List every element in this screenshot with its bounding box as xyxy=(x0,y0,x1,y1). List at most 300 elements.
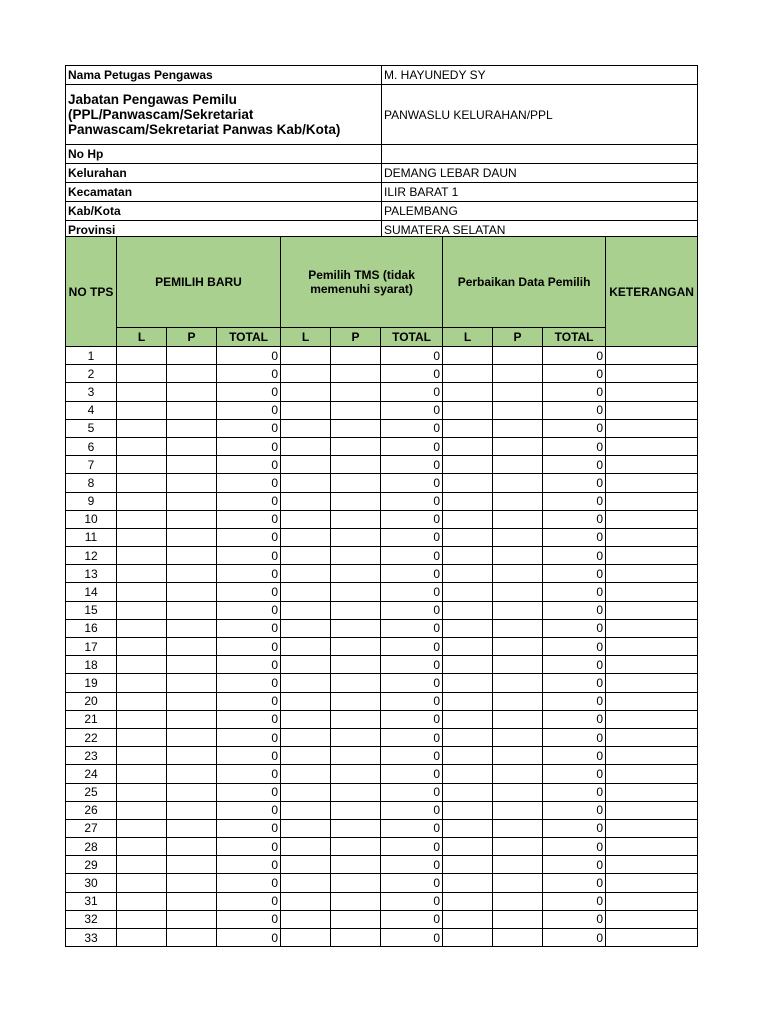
tms-p-cell[interactable] xyxy=(331,710,381,728)
tms-p-cell[interactable] xyxy=(331,419,381,437)
tms-l-cell[interactable] xyxy=(281,929,331,947)
perbaikan-l-cell[interactable] xyxy=(443,892,493,910)
provinsi-label: Provinsi xyxy=(66,221,382,240)
tms-l-cell[interactable] xyxy=(281,801,331,819)
jabatan-label: Jabatan Pengawas Pemilu (PPL/Panwascam/Sekretariat Panwascam/Sekretariat Panwas Kab/Kota) xyxy=(66,85,382,145)
pemilih-baru-p-cell[interactable] xyxy=(167,419,217,437)
pemilih-baru-l-cell[interactable] xyxy=(117,565,167,583)
perbaikan-l-cell[interactable] xyxy=(443,783,493,801)
perbaikan-total-cell: 0 xyxy=(543,874,606,892)
pemilih-baru-l-cell[interactable] xyxy=(117,437,167,455)
perbaikan-l-cell[interactable] xyxy=(443,383,493,401)
provinsi-value[interactable]: SUMATERA SELATAN xyxy=(382,221,698,240)
keterangan-cell[interactable] xyxy=(606,347,698,365)
tms-p-cell[interactable] xyxy=(331,474,381,492)
tms-p-cell[interactable] xyxy=(331,674,381,692)
perbaikan-l-cell[interactable] xyxy=(443,492,493,510)
pemilih-baru-total-cell: 0 xyxy=(217,492,281,510)
perbaikan-l-cell[interactable] xyxy=(443,456,493,474)
tms-p-cell[interactable] xyxy=(331,456,381,474)
pemilih-baru-total-cell: 0 xyxy=(217,819,281,837)
keterangan-cell[interactable] xyxy=(606,419,698,437)
perbaikan-p-cell[interactable] xyxy=(493,747,543,765)
perbaikan-l-cell[interactable] xyxy=(443,819,493,837)
perbaikan-l-cell[interactable] xyxy=(443,528,493,546)
pemilih-baru-p-cell[interactable] xyxy=(167,874,217,892)
tms-p-cell[interactable] xyxy=(331,528,381,546)
pemilih-baru-total-cell: 0 xyxy=(217,892,281,910)
keterangan-cell[interactable] xyxy=(606,910,698,928)
perbaikan-p-cell[interactable] xyxy=(493,910,543,928)
perbaikan-p-cell[interactable] xyxy=(493,456,543,474)
perbaikan-total-cell: 0 xyxy=(543,692,606,710)
perbaikan-total-cell: 0 xyxy=(543,728,606,746)
pemilih-baru-l-cell[interactable] xyxy=(117,638,167,656)
perbaikan-p-cell[interactable] xyxy=(493,601,543,619)
perbaikan-p-cell[interactable] xyxy=(493,692,543,710)
tms-l-cell[interactable] xyxy=(281,456,331,474)
tms-p-cell[interactable] xyxy=(331,819,381,837)
tms-l-cell[interactable] xyxy=(281,419,331,437)
tms-l-cell[interactable] xyxy=(281,383,331,401)
tms-l-cell[interactable] xyxy=(281,547,331,565)
keterangan-cell[interactable] xyxy=(606,547,698,565)
pemilih-baru-l-cell[interactable] xyxy=(117,474,167,492)
kecamatan-value[interactable]: ILIR BARAT 1 xyxy=(382,183,698,202)
keterangan-cell[interactable] xyxy=(606,856,698,874)
perbaikan-l-cell[interactable] xyxy=(443,347,493,365)
keterangan-cell[interactable] xyxy=(606,456,698,474)
perbaikan-l-cell[interactable] xyxy=(443,728,493,746)
perbaikan-p-cell[interactable] xyxy=(493,510,543,528)
tms-p-cell[interactable] xyxy=(331,510,381,528)
table-row xyxy=(66,510,698,528)
keterangan-cell[interactable] xyxy=(606,874,698,892)
tms-l-cell[interactable] xyxy=(281,474,331,492)
tms-l-cell[interactable] xyxy=(281,656,331,674)
perbaikan-l-cell[interactable] xyxy=(443,747,493,765)
tms-p-cell[interactable] xyxy=(331,929,381,947)
pemilih-baru-total-cell: 0 xyxy=(217,929,281,947)
tms-l-cell[interactable] xyxy=(281,437,331,455)
perbaikan-p-cell[interactable] xyxy=(493,674,543,692)
perbaikan-l-cell[interactable] xyxy=(443,619,493,637)
table-row xyxy=(66,747,698,765)
tms-l-cell[interactable] xyxy=(281,528,331,546)
pemilih-baru-p-cell[interactable] xyxy=(167,383,217,401)
pemilih-baru-l-cell[interactable] xyxy=(117,583,167,601)
table-row xyxy=(66,783,698,801)
perbaikan-l-cell[interactable] xyxy=(443,765,493,783)
subheader-l: L xyxy=(281,328,331,347)
perbaikan-total-cell: 0 xyxy=(543,383,606,401)
pemilih-baru-l-cell[interactable] xyxy=(117,365,167,383)
tms-p-cell[interactable] xyxy=(331,347,381,365)
perbaikan-p-cell[interactable] xyxy=(493,856,543,874)
tms-l-cell[interactable] xyxy=(281,492,331,510)
tms-p-cell[interactable] xyxy=(331,492,381,510)
perbaikan-l-cell[interactable] xyxy=(443,929,493,947)
tms-l-cell[interactable] xyxy=(281,710,331,728)
tms-l-cell[interactable] xyxy=(281,583,331,601)
perbaikan-l-cell[interactable] xyxy=(443,801,493,819)
perbaikan-p-cell[interactable] xyxy=(493,437,543,455)
pemilih-baru-total-cell: 0 xyxy=(217,437,281,455)
tms-l-cell[interactable] xyxy=(281,819,331,837)
keterangan-cell[interactable] xyxy=(606,674,698,692)
tms-l-cell[interactable] xyxy=(281,892,331,910)
kabkota-value[interactable]: PALEMBANG xyxy=(382,202,698,221)
pemilih-baru-l-cell[interactable] xyxy=(117,347,167,365)
perbaikan-l-cell[interactable] xyxy=(443,583,493,601)
pemilih-baru-l-cell[interactable] xyxy=(117,656,167,674)
pemilih-baru-p-cell[interactable] xyxy=(167,892,217,910)
tps-number-cell: 32 xyxy=(66,910,117,928)
tms-p-cell[interactable] xyxy=(331,619,381,637)
pemilih-baru-l-cell[interactable] xyxy=(117,401,167,419)
tms-l-cell[interactable] xyxy=(281,365,331,383)
perbaikan-total-cell: 0 xyxy=(543,710,606,728)
perbaikan-p-cell[interactable] xyxy=(493,383,543,401)
pemilih-baru-p-cell[interactable] xyxy=(167,747,217,765)
tms-p-cell[interactable] xyxy=(331,728,381,746)
perbaikan-p-cell[interactable] xyxy=(493,619,543,637)
tms-total-cell: 0 xyxy=(381,401,443,419)
pemilih-baru-l-cell[interactable] xyxy=(117,492,167,510)
table-row xyxy=(66,856,698,874)
perbaikan-l-cell[interactable] xyxy=(443,638,493,656)
pemilih-baru-l-cell[interactable] xyxy=(117,419,167,437)
keterangan-cell[interactable] xyxy=(606,401,698,419)
pemilih-baru-p-cell[interactable] xyxy=(167,638,217,656)
tms-p-cell[interactable] xyxy=(331,856,381,874)
tps-number-cell: 28 xyxy=(66,838,117,856)
keterangan-cell[interactable] xyxy=(606,710,698,728)
keterangan-cell[interactable] xyxy=(606,583,698,601)
keterangan-cell[interactable] xyxy=(606,528,698,546)
perbaikan-l-cell[interactable] xyxy=(443,419,493,437)
pemilih-baru-p-cell[interactable] xyxy=(167,801,217,819)
perbaikan-l-cell[interactable] xyxy=(443,656,493,674)
perbaikan-total-cell: 0 xyxy=(543,856,606,874)
perbaikan-p-cell[interactable] xyxy=(493,583,543,601)
perbaikan-l-cell[interactable] xyxy=(443,692,493,710)
pemilih-baru-p-cell[interactable] xyxy=(167,619,217,637)
tms-l-cell[interactable] xyxy=(281,765,331,783)
pemilih-baru-l-cell[interactable] xyxy=(117,801,167,819)
pemilih-baru-total-cell: 0 xyxy=(217,692,281,710)
tms-p-cell[interactable] xyxy=(331,547,381,565)
perbaikan-l-cell[interactable] xyxy=(443,365,493,383)
pemilih-baru-l-cell[interactable] xyxy=(117,547,167,565)
tms-l-cell[interactable] xyxy=(281,910,331,928)
pemilih-baru-l-cell[interactable] xyxy=(117,674,167,692)
perbaikan-l-cell[interactable] xyxy=(443,838,493,856)
keterangan-cell[interactable] xyxy=(606,656,698,674)
perbaikan-l-cell[interactable] xyxy=(443,874,493,892)
tms-p-cell[interactable] xyxy=(331,838,381,856)
perbaikan-l-cell[interactable] xyxy=(443,910,493,928)
tms-l-cell[interactable] xyxy=(281,728,331,746)
tms-total-cell: 0 xyxy=(381,456,443,474)
keterangan-cell[interactable] xyxy=(606,765,698,783)
pemilih-baru-p-cell[interactable] xyxy=(167,728,217,746)
pemilih-baru-l-cell[interactable] xyxy=(117,838,167,856)
pemilih-baru-total-cell: 0 xyxy=(217,801,281,819)
pemilih-baru-l-cell[interactable] xyxy=(117,619,167,637)
perbaikan-p-cell[interactable] xyxy=(493,474,543,492)
pemilih-baru-l-cell[interactable] xyxy=(117,892,167,910)
subheader-p: P xyxy=(493,328,543,347)
keterangan-cell[interactable] xyxy=(606,383,698,401)
pemilih-baru-p-cell[interactable] xyxy=(167,456,217,474)
pemilih-baru-total-cell: 0 xyxy=(217,510,281,528)
perbaikan-p-cell[interactable] xyxy=(493,783,543,801)
keterangan-cell[interactable] xyxy=(606,437,698,455)
tms-l-cell[interactable] xyxy=(281,856,331,874)
pemilih-baru-p-cell[interactable] xyxy=(167,783,217,801)
perbaikan-p-cell[interactable] xyxy=(493,547,543,565)
jabatan-value[interactable]: PANWASLU KELURAHAN/PPL xyxy=(382,85,698,145)
keterangan-cell[interactable] xyxy=(606,601,698,619)
tms-p-cell[interactable] xyxy=(331,874,381,892)
pemilih-baru-p-cell[interactable] xyxy=(167,765,217,783)
tms-l-cell[interactable] xyxy=(281,347,331,365)
pemilih-baru-p-cell[interactable] xyxy=(167,492,217,510)
pemilih-baru-l-cell[interactable] xyxy=(117,856,167,874)
perbaikan-p-cell[interactable] xyxy=(493,656,543,674)
tms-p-cell[interactable] xyxy=(331,892,381,910)
pemilih-baru-p-cell[interactable] xyxy=(167,674,217,692)
pemilih-baru-p-cell[interactable] xyxy=(167,838,217,856)
pemilih-baru-l-cell[interactable] xyxy=(117,692,167,710)
pemilih-baru-p-cell[interactable] xyxy=(167,401,217,419)
perbaikan-p-cell[interactable] xyxy=(493,765,543,783)
perbaikan-l-cell[interactable] xyxy=(443,565,493,583)
pemilih-baru-p-cell[interactable] xyxy=(167,347,217,365)
tms-p-cell[interactable] xyxy=(331,801,381,819)
pemilih-baru-total-cell: 0 xyxy=(217,456,281,474)
tps-number-cell: 1 xyxy=(66,347,117,365)
keterangan-cell[interactable] xyxy=(606,929,698,947)
perbaikan-total-cell: 0 xyxy=(543,929,606,947)
tms-l-cell[interactable] xyxy=(281,638,331,656)
perbaikan-l-cell[interactable] xyxy=(443,547,493,565)
info-row-nohp xyxy=(66,145,698,164)
pemilih-baru-total-cell: 0 xyxy=(217,547,281,565)
keterangan-cell[interactable] xyxy=(606,692,698,710)
perbaikan-l-cell[interactable] xyxy=(443,474,493,492)
table-row xyxy=(66,765,698,783)
tms-l-cell[interactable] xyxy=(281,565,331,583)
pemilih-baru-p-cell[interactable] xyxy=(167,510,217,528)
tms-p-cell[interactable] xyxy=(331,783,381,801)
pemilih-baru-p-cell[interactable] xyxy=(167,710,217,728)
header-keterangan: KETERANGAN xyxy=(606,237,698,347)
tms-p-cell[interactable] xyxy=(331,383,381,401)
pemilih-baru-l-cell[interactable] xyxy=(117,765,167,783)
pemilih-baru-p-cell[interactable] xyxy=(167,819,217,837)
tms-p-cell[interactable] xyxy=(331,365,381,383)
pemilih-baru-l-cell[interactable] xyxy=(117,710,167,728)
pemilih-baru-p-cell[interactable] xyxy=(167,601,217,619)
perbaikan-total-cell: 0 xyxy=(543,528,606,546)
perbaikan-p-cell[interactable] xyxy=(493,365,543,383)
tms-p-cell[interactable] xyxy=(331,910,381,928)
keterangan-cell[interactable] xyxy=(606,783,698,801)
tps-number-cell: 14 xyxy=(66,583,117,601)
perbaikan-p-cell[interactable] xyxy=(493,801,543,819)
tms-p-cell[interactable] xyxy=(331,401,381,419)
perbaikan-p-cell[interactable] xyxy=(493,401,543,419)
perbaikan-p-cell[interactable] xyxy=(493,528,543,546)
subheader-p: P xyxy=(167,328,217,347)
tms-l-cell[interactable] xyxy=(281,601,331,619)
perbaikan-total-cell: 0 xyxy=(543,674,606,692)
keterangan-cell[interactable] xyxy=(606,638,698,656)
pemilih-baru-l-cell[interactable] xyxy=(117,783,167,801)
tms-l-cell[interactable] xyxy=(281,783,331,801)
perbaikan-l-cell[interactable] xyxy=(443,437,493,455)
perbaikan-p-cell[interactable] xyxy=(493,728,543,746)
pemilih-baru-l-cell[interactable] xyxy=(117,910,167,928)
keterangan-cell[interactable] xyxy=(606,801,698,819)
tms-total-cell: 0 xyxy=(381,583,443,601)
pemilih-baru-p-cell[interactable] xyxy=(167,656,217,674)
table-row xyxy=(66,674,698,692)
table-row xyxy=(66,583,698,601)
keterangan-cell[interactable] xyxy=(606,819,698,837)
nama-value[interactable]: M. HAYUNEDY SY xyxy=(382,66,698,85)
perbaikan-l-cell[interactable] xyxy=(443,401,493,419)
pemilih-baru-l-cell[interactable] xyxy=(117,528,167,546)
pemilih-baru-l-cell[interactable] xyxy=(117,601,167,619)
table-row xyxy=(66,710,698,728)
pemilih-baru-l-cell[interactable] xyxy=(117,383,167,401)
perbaikan-total-cell: 0 xyxy=(543,892,606,910)
pemilih-baru-p-cell[interactable] xyxy=(167,437,217,455)
perbaikan-p-cell[interactable] xyxy=(493,929,543,947)
tms-total-cell: 0 xyxy=(381,419,443,437)
pemilih-baru-p-cell[interactable] xyxy=(167,910,217,928)
tms-p-cell[interactable] xyxy=(331,565,381,583)
pemilih-baru-total-cell: 0 xyxy=(217,728,281,746)
keterangan-cell[interactable] xyxy=(606,747,698,765)
tms-p-cell[interactable] xyxy=(331,583,381,601)
tms-l-cell[interactable] xyxy=(281,510,331,528)
tms-l-cell[interactable] xyxy=(281,401,331,419)
nohp-value[interactable] xyxy=(382,145,698,164)
keterangan-cell[interactable] xyxy=(606,365,698,383)
pemilih-baru-l-cell[interactable] xyxy=(117,510,167,528)
tms-p-cell[interactable] xyxy=(331,638,381,656)
perbaikan-l-cell[interactable] xyxy=(443,601,493,619)
tps-number-cell: 11 xyxy=(66,528,117,546)
perbaikan-l-cell[interactable] xyxy=(443,674,493,692)
perbaikan-p-cell[interactable] xyxy=(493,347,543,365)
pemilih-baru-p-cell[interactable] xyxy=(167,583,217,601)
pemilih-baru-p-cell[interactable] xyxy=(167,929,217,947)
table-row xyxy=(66,383,698,401)
tms-l-cell[interactable] xyxy=(281,619,331,637)
tms-p-cell[interactable] xyxy=(331,601,381,619)
perbaikan-total-cell: 0 xyxy=(543,656,606,674)
tps-number-cell: 13 xyxy=(66,565,117,583)
pemilih-baru-p-cell[interactable] xyxy=(167,692,217,710)
perbaikan-p-cell[interactable] xyxy=(493,710,543,728)
pemilih-baru-l-cell[interactable] xyxy=(117,929,167,947)
pemilih-baru-l-cell[interactable] xyxy=(117,456,167,474)
keterangan-cell[interactable] xyxy=(606,474,698,492)
pemilih-baru-l-cell[interactable] xyxy=(117,728,167,746)
pemilih-baru-total-cell: 0 xyxy=(217,474,281,492)
pemilih-baru-p-cell[interactable] xyxy=(167,474,217,492)
perbaikan-p-cell[interactable] xyxy=(493,638,543,656)
pemilih-baru-p-cell[interactable] xyxy=(167,856,217,874)
perbaikan-p-cell[interactable] xyxy=(493,565,543,583)
keterangan-cell[interactable] xyxy=(606,892,698,910)
perbaikan-total-cell: 0 xyxy=(543,565,606,583)
keterangan-cell[interactable] xyxy=(606,565,698,583)
keterangan-cell[interactable] xyxy=(606,838,698,856)
pemilih-baru-total-cell: 0 xyxy=(217,528,281,546)
tms-l-cell[interactable] xyxy=(281,747,331,765)
keterangan-cell[interactable] xyxy=(606,728,698,746)
pemilih-baru-p-cell[interactable] xyxy=(167,528,217,546)
table-row xyxy=(66,419,698,437)
tps-number-cell: 33 xyxy=(66,929,117,947)
pemilih-baru-l-cell[interactable] xyxy=(117,747,167,765)
pemilih-baru-l-cell[interactable] xyxy=(117,819,167,837)
perbaikan-total-cell: 0 xyxy=(543,838,606,856)
tms-l-cell[interactable] xyxy=(281,874,331,892)
perbaikan-p-cell[interactable] xyxy=(493,819,543,837)
tms-p-cell[interactable] xyxy=(331,692,381,710)
pemilih-baru-p-cell[interactable] xyxy=(167,547,217,565)
perbaikan-p-cell[interactable] xyxy=(493,874,543,892)
perbaikan-total-cell: 0 xyxy=(543,492,606,510)
perbaikan-l-cell[interactable] xyxy=(443,510,493,528)
tms-l-cell[interactable] xyxy=(281,838,331,856)
perbaikan-p-cell[interactable] xyxy=(493,419,543,437)
pemilih-baru-p-cell[interactable] xyxy=(167,365,217,383)
tms-total-cell: 0 xyxy=(381,728,443,746)
keterangan-cell[interactable] xyxy=(606,492,698,510)
perbaikan-p-cell[interactable] xyxy=(493,892,543,910)
tms-p-cell[interactable] xyxy=(331,765,381,783)
keterangan-cell[interactable] xyxy=(606,510,698,528)
tms-l-cell[interactable] xyxy=(281,692,331,710)
keterangan-cell[interactable] xyxy=(606,619,698,637)
table-body xyxy=(66,347,698,947)
tms-p-cell[interactable] xyxy=(331,656,381,674)
perbaikan-l-cell[interactable] xyxy=(443,856,493,874)
perbaikan-l-cell[interactable] xyxy=(443,710,493,728)
perbaikan-p-cell[interactable] xyxy=(493,838,543,856)
tms-p-cell[interactable] xyxy=(331,747,381,765)
tms-l-cell[interactable] xyxy=(281,674,331,692)
tps-number-cell: 21 xyxy=(66,710,117,728)
tms-total-cell: 0 xyxy=(381,838,443,856)
perbaikan-p-cell[interactable] xyxy=(493,492,543,510)
table-row xyxy=(66,656,698,674)
tms-p-cell[interactable] xyxy=(331,437,381,455)
perbaikan-total-cell: 0 xyxy=(543,819,606,837)
tps-number-cell: 12 xyxy=(66,547,117,565)
kelurahan-value[interactable]: DEMANG LEBAR DAUN xyxy=(382,164,698,183)
pemilih-baru-l-cell[interactable] xyxy=(117,874,167,892)
pemilih-baru-p-cell[interactable] xyxy=(167,565,217,583)
